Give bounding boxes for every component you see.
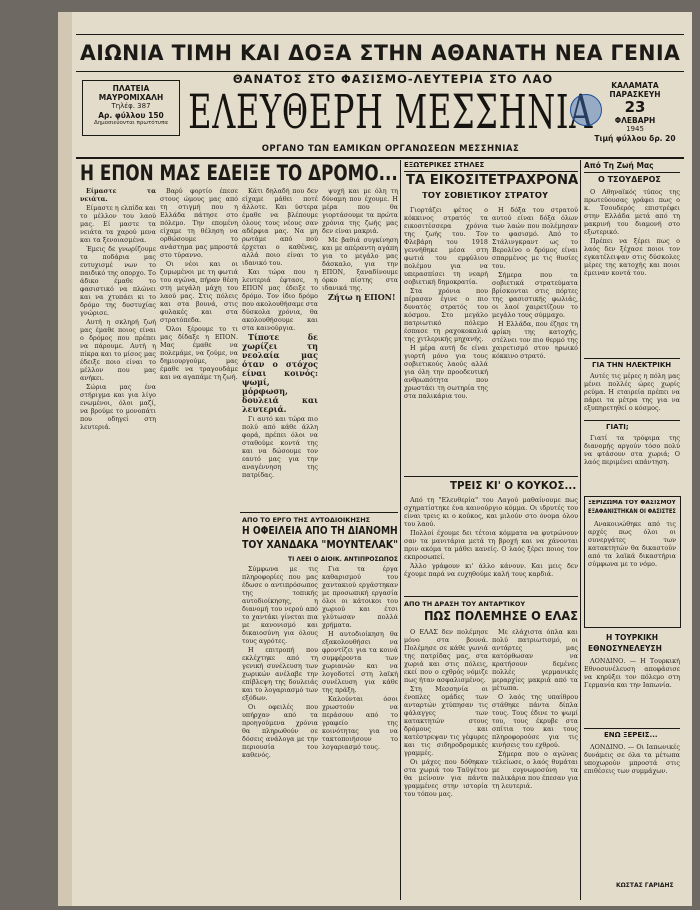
tank-col2-p2: Η αυτοδιοίκηση θα εξακολουθήσει να φροντίζει για τα κοινά συμφέροντα των χωριανών και να λογοδοτεί στη λαϊκή συνέλευση για κάθε της πράξη.: [322, 630, 398, 694]
sidebar-rule: [584, 172, 680, 173]
fascism-headline-2: ΕΞΑΦΑΝΙΣΤΗΚΑΝ ΟΙ ΦΑΣΙΣΤΕΣ: [588, 508, 677, 515]
lead-col4-p2: Με βαθιά συγκίνηση και με απέραντη αγάπη για το μεγάλο μας δάσκαλο, για την ΕΠΟΝ, ξαναδίνουμε όρκο πίστης στα ιδανικά της.: [322, 236, 398, 292]
sidebar-section: Από Τη Ζωή Μας: [584, 161, 654, 170]
sidebar-p2: Πρέπει να ξέρει πως ο λαός δεν ξέχασε ποιοι τον εγκατέλειψαν στις δύσκολες μέρες της κατοχής και ποιοι έμειναν κοντά του.: [584, 237, 680, 277]
sidebar-headline: Ο ΤΣΟΥΔΕΡΟΣ: [598, 176, 661, 184]
dateline-day: 23: [624, 98, 646, 116]
lead-col1-p1: Είμαστε τα νειάτα.: [80, 187, 156, 203]
tank-col2-p3: Καλούνται όσοι χρωστούν να περάσουν από το γραφείο της κοινότητας για να τακτοποιήσουν το λογαριασμό τους.: [322, 695, 398, 751]
dateline-box: [590, 78, 680, 143]
tank-headline-2: ΤΟΥ ΧΑΝΔΑΚΑ "ΜΟΥΝΤΕΛΑΚ": [242, 539, 399, 551]
masthead-slogan: ΘΑΝΑΤΟΣ ΣΤΟ ΦΑΣΙΣΜΟ-ΛΕΥΤΕΡΙΑ ΣΤΟ ΛΑΟ: [232, 72, 554, 86]
lead-col1-p4: Αυτή η σκληρή ζωή μας έμαθε ποιος είναι ο δρόμος που πρέπει να πάρουμε. Αυτή η πίκρα και το μίσος μας έδειξε ποιο είναι το μέλλον που μας ανήκει.: [80, 318, 156, 382]
sidebar-p1: Ο Αθηναϊκός τύπος της πρωτεύουσας γράφει πως ο κ. Τσουδερός επιστρέφει στην Ελλάδα μετά από τη μακρινή του διαμονή στο εξωτερικό.: [584, 188, 680, 236]
lead-col1-p5: Σώρια μας ένα στήριγμα και για λίγο ενωμένοι, όλοι μαζί, να βρούμε το μονοπάτι που οδηγεί στη λευτεριά.: [80, 383, 156, 431]
lead-column-2: [160, 187, 238, 899]
lead-col3-p4: Γι αυτό και τώρα πιο πολύ από κάθε άλλη φορά, πρέπει όλοι να σταθούμε κοντά της και να δώσουμε τον εαυτό μας για την αναγέννηση της πατρίδας.: [242, 415, 318, 479]
while-body: [584, 743, 680, 879]
top-rule: [76, 34, 684, 35]
lead-col2-p3: Όλοι ξέρουμε το τι μας δίδαξε η ΕΠΟΝ. Μας έμαθε να πολεμάμε, να ζούμε, να δημιουργούμε, μας έμαθε να τραγουδάμε και να αγαπάμε τη ζωή.: [160, 325, 238, 381]
elas-headline: ΠΩΣ ΠΟΛΕΜΗΣΕ Ο ΕΛΑΣ: [424, 608, 578, 623]
koukos-body: [404, 496, 578, 592]
soviet-column-2: [492, 206, 578, 474]
lead-col1-p3: Έμεις δε γνωρίζουμε τα ποδάρια μας ευτυχισμέ νων το παιδικό της οπορχο. Το άδικο έμαθε το φασιστικό να πλώνει και να χτυπάει κι το δρόμο της δυστυχίας γνώρισε.: [80, 245, 156, 317]
turkish-p1: ΛΟΝΔΙΝΟ. — Η Τουρκική Εθνοσυνέλευση αποφάσισε να κηρύξει τον πόλεμο στη Γερμανία και την Ιαπωνία.: [584, 657, 680, 689]
lead-col3-p2: Και τώρα που η λευτεριά έφτασε, η ΕΠΟΝ μας έδειξε το δρόμο. Τον ίδιο δρόμο που ακολουθήσαμε στα δύσκολα χρόνια, θα ακολουθήσουμε και στα καινούργια.: [242, 268, 318, 332]
lead-col2-p2: Οι νέοι και οι ζυμωμένοι με τη φωτιά του αγώνα, πήραν θέση στη μεγάλη μάχη του λαού μας. Στις πόλεις και στα βουνά, στις φυλακές και στα στρατόπεδα.: [160, 260, 238, 324]
lead-col2-p1: Βαρύ φορτίο έπεσε στους ώμους μας από τη στιγμή που η Ελλάδα πάτησε στο πόλεμο. Την επομένη είχαμε τη θέληση να ορθώσουμε το ανάστημα μας μπροστά στο τύραννο.: [160, 187, 238, 259]
while-headline: ΕΝΩ ΞΕΡΕΙΣ...: [604, 732, 658, 739]
tank-column-2: [322, 565, 398, 899]
office-line2: ΜΑΥΡΟΜΙΧΑΛΗ: [98, 93, 164, 102]
soviet-col2-p2: Σήμερα που τα σοβιετικά στρατεύματα βρίσκονται στις πόρτες της φασιστικής φωλιάς, οι λαοί χαιρετίζουν το μεγάλο τους σύμμαχο.: [492, 271, 578, 319]
tank-byline: ΤΙ ΛΕΕΙ Ο ΔΙΟΙΚ. ΑΝΤΙΠΡΟΣΩΠΟΣ: [288, 556, 398, 563]
koukos-headline: ΤΡΕΙΣ ΚΙ' Ο ΚΟΥΚΟΣ...: [450, 479, 577, 492]
column-rule-2: [580, 160, 581, 900]
page-edge-stain: [58, 12, 72, 906]
soviet-headline-2: ΤΟΥ ΣΟΒΙΕΤΙΚΟΥ ΣΤΡΑΤΟΥ: [422, 192, 549, 201]
why-p1: Γιατί τα τρόφιμα της διανομής αργούν τόσο πολύ να φτάσουν στα χωριά; Ο λαός περιμένει απάντηση.: [584, 434, 680, 466]
lead-column-4: [322, 187, 398, 507]
tank-section: ΑΠΟ ΤΟ ΕΡΓΟ ΤΗΣ ΑΥΤΟΔΙΟΙΚΗΣΗΣ: [242, 516, 371, 524]
dateline-weekday: ΠΑΡΑΣΚΕΥΗ: [609, 90, 661, 99]
column-rule-1: [400, 160, 401, 900]
tank-col1-p3: Οι οφειλές που υπήρχαν από τα προηγούμενα χρόνια θα πληρωθούν σε δόσεις ανάλογα με την περιουσία του καθενός.: [242, 703, 318, 759]
lead-col3-p3: Τίποτε δε χωρίζει τη νεολαία μας όταν ο στόχος είναι κοινός: ψωμί, μόρφωση, δουλειά και λευτεριά.: [242, 332, 318, 414]
office-box: [82, 80, 180, 136]
koukos-p3: Άλλο γράφουν κι' άλλο κάνουν. Και μεις δεν έχουμε παρά να ευχηθούμε καλή τους καρδιά.: [404, 562, 578, 578]
tank-rule: [240, 512, 398, 513]
lead-col3-p1: Κάτι δηλαδή που δεν είχαμε μάθει ποτέ άλλοτε. Και ύστερα έμαθε να βλέπουμε όλους τους νέους σαν αδέρφια μας. Να μη ρωτάμε από πού έρχεται ο καθένας, αλλά ποιο είναι το ιδανικό του.: [242, 187, 318, 267]
soviet-headline-1: ΤΑ ΕΙΚΟΣΙΤΕΤΡΑΧΡΟΝΑ: [406, 172, 579, 188]
electric-p1: Αυτές τις μέρες η πόλη μας μένει πολλές ώρες χωρίς ρεύμα. Η εταιρεία πρέπει να πάρει τα μέτρα της για να εξυπηρετηθεί ο κόσμος.: [584, 372, 680, 412]
masthead-subtitle: ΟΡΓΑΝΟ ΤΩΝ ΕΑΜΙΚΩΝ ΟΡΓΑΝΩΣΕΩΝ ΜΕΣΣΗΝΙΑΣ: [261, 144, 520, 154]
tank-col1-p2: Η επιτροπή που εκλέχτηκε από τη γενική συνέλευση των χωρικών ανέλαβε την επίβλεψη της δουλειάς και το λογαριασμό των εξόδων.: [242, 646, 318, 702]
soviet-col1-p1: Γιορτάζει φέτος ο κόκκινος στρατός τα εικοσιτέσσερα χρόνια της ζωής του. Τον Φλεβάρη του 1918 γεννήθηκε μέσα στη φωτιά του εμφύλιου πολέμου για να υπερασπίσει τη νεαρή σοβιετική δημοκρατία.: [404, 206, 488, 286]
lead-column-1: [80, 187, 156, 899]
office-phone: Τηλέφ. 387: [111, 102, 151, 110]
banner-slogan: ΑΙΩΝΙΑ ΤΙΜΗ ΚΑΙ ΔΟΞΑ ΣΤΗΝ ΑΘΑΝΑΤΗ ΝΕΑ ΓΕΝΙΑ: [80, 41, 681, 65]
office-note: Δημοσιεύονται πρωτότυπα: [93, 120, 169, 126]
sidebar-rule-2: [584, 358, 680, 359]
electric-headline: ΓΙΑ ΤΗΝ ΗΛΕΚΤΡΙΚΗ: [592, 362, 672, 369]
why-headline: ΓΙΑΤΙ;: [606, 424, 629, 431]
office-line1: ΠΛΑΤΕΙΑ: [112, 84, 150, 93]
elas-col1-p3: Οι μάχες που δόθηκαν στα χωριά του Ταϋγέτου θα μείνουν για πάντα γραμμένες στην ιστορία του τόπου μας.: [404, 758, 488, 798]
lead-col4-p1: ψυχή και με όλη τη δύναμη που έχουμε. Η μέρα που θα γιορτάσουμε τα πρώτα χρόνια της ζωής μας δεν είναι μακριά.: [322, 187, 398, 235]
koukos-p1: Από τη "Ελευθερία" του Λαγού μαθαίνουμε πως σχηματίστηκε ένα καινούργιο κόμμα. Οι ιδρυτές του είναι τρεις κι ο κούκος, και μιλούν στο όνομα όλου του λαού.: [404, 496, 578, 528]
soviet-col1-p3: Η μέρα αυτή δε είναι γιορτή μόνο για τους σοβιετικούς λαούς αλλά για όλη την προοδευτική ανθρωπότητα που χρωστάει τη σωτηρία της στα παλικάρια του.: [404, 344, 488, 400]
while-p1: ΛΟΝΔΙΝΟ. — Οι Ιαπωνικές δυνάμεις σε όλα τα μέτωπα υποχωρούν μπροστά στις επιθέσεις των συμμάχων.: [584, 743, 680, 775]
elas-column-2: [492, 628, 578, 899]
soviet-section: ΕΞΩΤΕΡΙΚΕΣ ΣΤΗΛΕΣ: [404, 161, 485, 169]
elas-rule: [404, 596, 578, 597]
tank-col1-p1: Σύμφωνα με τις πληροφορίες που μας έδωσε ο αντιπρόσωπος της τοπικής αυτοδιοίκησης, η διανομή του νερού από το χαντάκι γίνεται πια με κανονισμό και δικαιοσύνη για όλους τους αγρότες.: [242, 565, 318, 645]
fascism-p1: Ανακοινώθηκε από τις αρχές πως όλοι οι συνεργάτες των κατακτητών θα δικαστούν από τα λαϊκά δικαστήρια σύμφωνα με το νόμο.: [588, 520, 676, 568]
soviet-col2-p1: Η δόξα του στρατού αυτού είναι δόξα όλων των λαών που πολέμησαν το φασισμό. Από το Στάλινγκραντ ως το Βερολίνο ο δρόμος είναι σπαρμένος με τις θυσίες του.: [492, 206, 578, 270]
dateline-month: ΦΛΕΒΑΡΗ: [614, 116, 656, 125]
dateline-city: ΚΑΛΑΜΑΤΑ: [611, 81, 659, 90]
elas-col2-p2: Ο λαός της υπαίθρου στάθηκε πάντα δίπλα τους. Τους έδινε το ψωμί του, τους έκρυβε στα σπίτια του και τους πληροφορούσε για τις κινήσεις του εχθρού.: [492, 693, 578, 749]
fascism-headline-1: ΞΕΡΙΖΩΜΑ ΤΟΥ ΦΑΣΙΣΜΟΥ: [588, 500, 676, 506]
sidebar-rule-3: [584, 420, 680, 421]
turkish-headline-1: Η ΤΟΥΡΚΙΚΗ: [606, 634, 658, 642]
soviet-column-1: [404, 206, 488, 474]
elas-col1-p2: Στη Μεσσηνία οι ένοπλες ομάδες των ανταρτών χτύπησαν τις φάλαγγες των κατακτητών στους δρόμους και κατέστρεψαν τις γέφυρες και τις σιδηροδρομικές γραμμές.: [404, 685, 488, 757]
sidebar-body: [584, 188, 680, 354]
masthead-title: ΕΛΕΥΘΕΡΗ ΜΕΣΣΗΝΙΑ: [188, 85, 594, 140]
lead-headline: Η ΕΠΟΝ ΜΑΣ ΕΔΕΙΞΕ ΤΟ ΔΡΟΜΟ...: [80, 161, 398, 185]
turkish-headline-2: ΕΘΝΟΣΥΝΕΛΕΥΣΗ: [588, 645, 662, 653]
lead-column-3: [242, 187, 318, 507]
elas-section: ΑΠΟ ΤΗ ΔΡΑΣΗ ΤΟΥ ΑΝΤΑΡΤΙΚΟΥ: [404, 600, 526, 608]
soviet-col1-p2: Στα χρόνια που πέρασαν έγινε ο πιο δυνατός στρατός του κόσμου. Στο μεγάλο πατριωτικό πόλεμο έσπασε τη ραχοκοκαλιά της χιτλερικής μηχανής.: [404, 287, 488, 343]
turkish-body: [584, 657, 680, 723]
lead-col1-p2: Είμαστε η ελπίδα και το μέλλον του λαού μας. Εί μαστε τα νειάτα τα χαρού μενα και τα ξενοιασμένα.: [80, 204, 156, 244]
koukos-rule: [404, 476, 578, 477]
elas-col2-p1: Με ελάχιστα όπλα και πολύ πατριωτισμό, οι αντάρτες μας κατόρθωσαν να κρατήσουν δεμένες πολλές γερμανικές μεραρχίες μακριά από τα μέτωπα.: [492, 628, 578, 692]
fascism-body: [588, 520, 676, 622]
elas-col1-p1: Ο ΕΛΑΣ δεν πολέμησε μόνο στα βουνά. Πολέμησε σε κάθε γωνιά της πατρίδας μας, στα χωριά και στις πόλεις, εκεί που ο εχθρός νόμιζε πως ήταν ασφαλισμένος.: [404, 628, 488, 684]
soviet-col2-p3: Η Ελλάδα, που έζησε τη φρίκη της κατοχής, στέλνει τον πιο θερμό της χαιρετισμό στον ηρωικό κόκκινο στρατό.: [492, 320, 578, 360]
tank-column-1: [242, 565, 318, 899]
elas-col2-p3: Σήμερα που ο αγώνας τελείωσε, ο λαός θυμάται με ευγνωμοσύνη τα παλικάρια που έπεσαν για τη λευτεριά.: [492, 750, 578, 790]
sidebar-signature: ΚΩΣΤΑΣ ΓΑΡΙΔΗΣ: [616, 882, 674, 889]
newspaper-page: [58, 12, 692, 906]
lead-col4-p3: Ζήτω η ΕΠΟΝ!: [328, 292, 396, 302]
tank-headline-1: Η ΟΦΕΙΛΕΙΑ ΑΠΟ ΤΗ ΔΙΑΝΟΜΗ: [242, 525, 398, 537]
dateline-price: Τιμή φύλλου δρ. 20: [594, 134, 676, 143]
elas-column-1: [404, 628, 488, 899]
electric-body: [584, 372, 680, 416]
why-body: [584, 434, 680, 492]
issue-number: Αρ. φύλλου 150: [98, 111, 164, 120]
koukos-p2: Πολλοί έχουμε δει τέτοια κόμματα να φυτρώνουν σαν τα μανιτάρια μετά τη βροχή και να χάνονται πριν ακόμα τα μάθει κανείς. Ο λαός ξέρει ποιος τον εκπροσωπεί.: [404, 529, 578, 561]
masthead-rule: [76, 157, 684, 159]
dateline-year: 1945: [626, 125, 644, 133]
sidebar-rule-4: [584, 728, 680, 729]
tank-col2-p1: Για τα έργα καθαρισμού του χαντακιού εργάστηκαν με προσωπική εργασία όλοι οι κάτοικοι του χωριού και έτσι γλύτωσαν πολλά χρήματα.: [322, 565, 398, 629]
